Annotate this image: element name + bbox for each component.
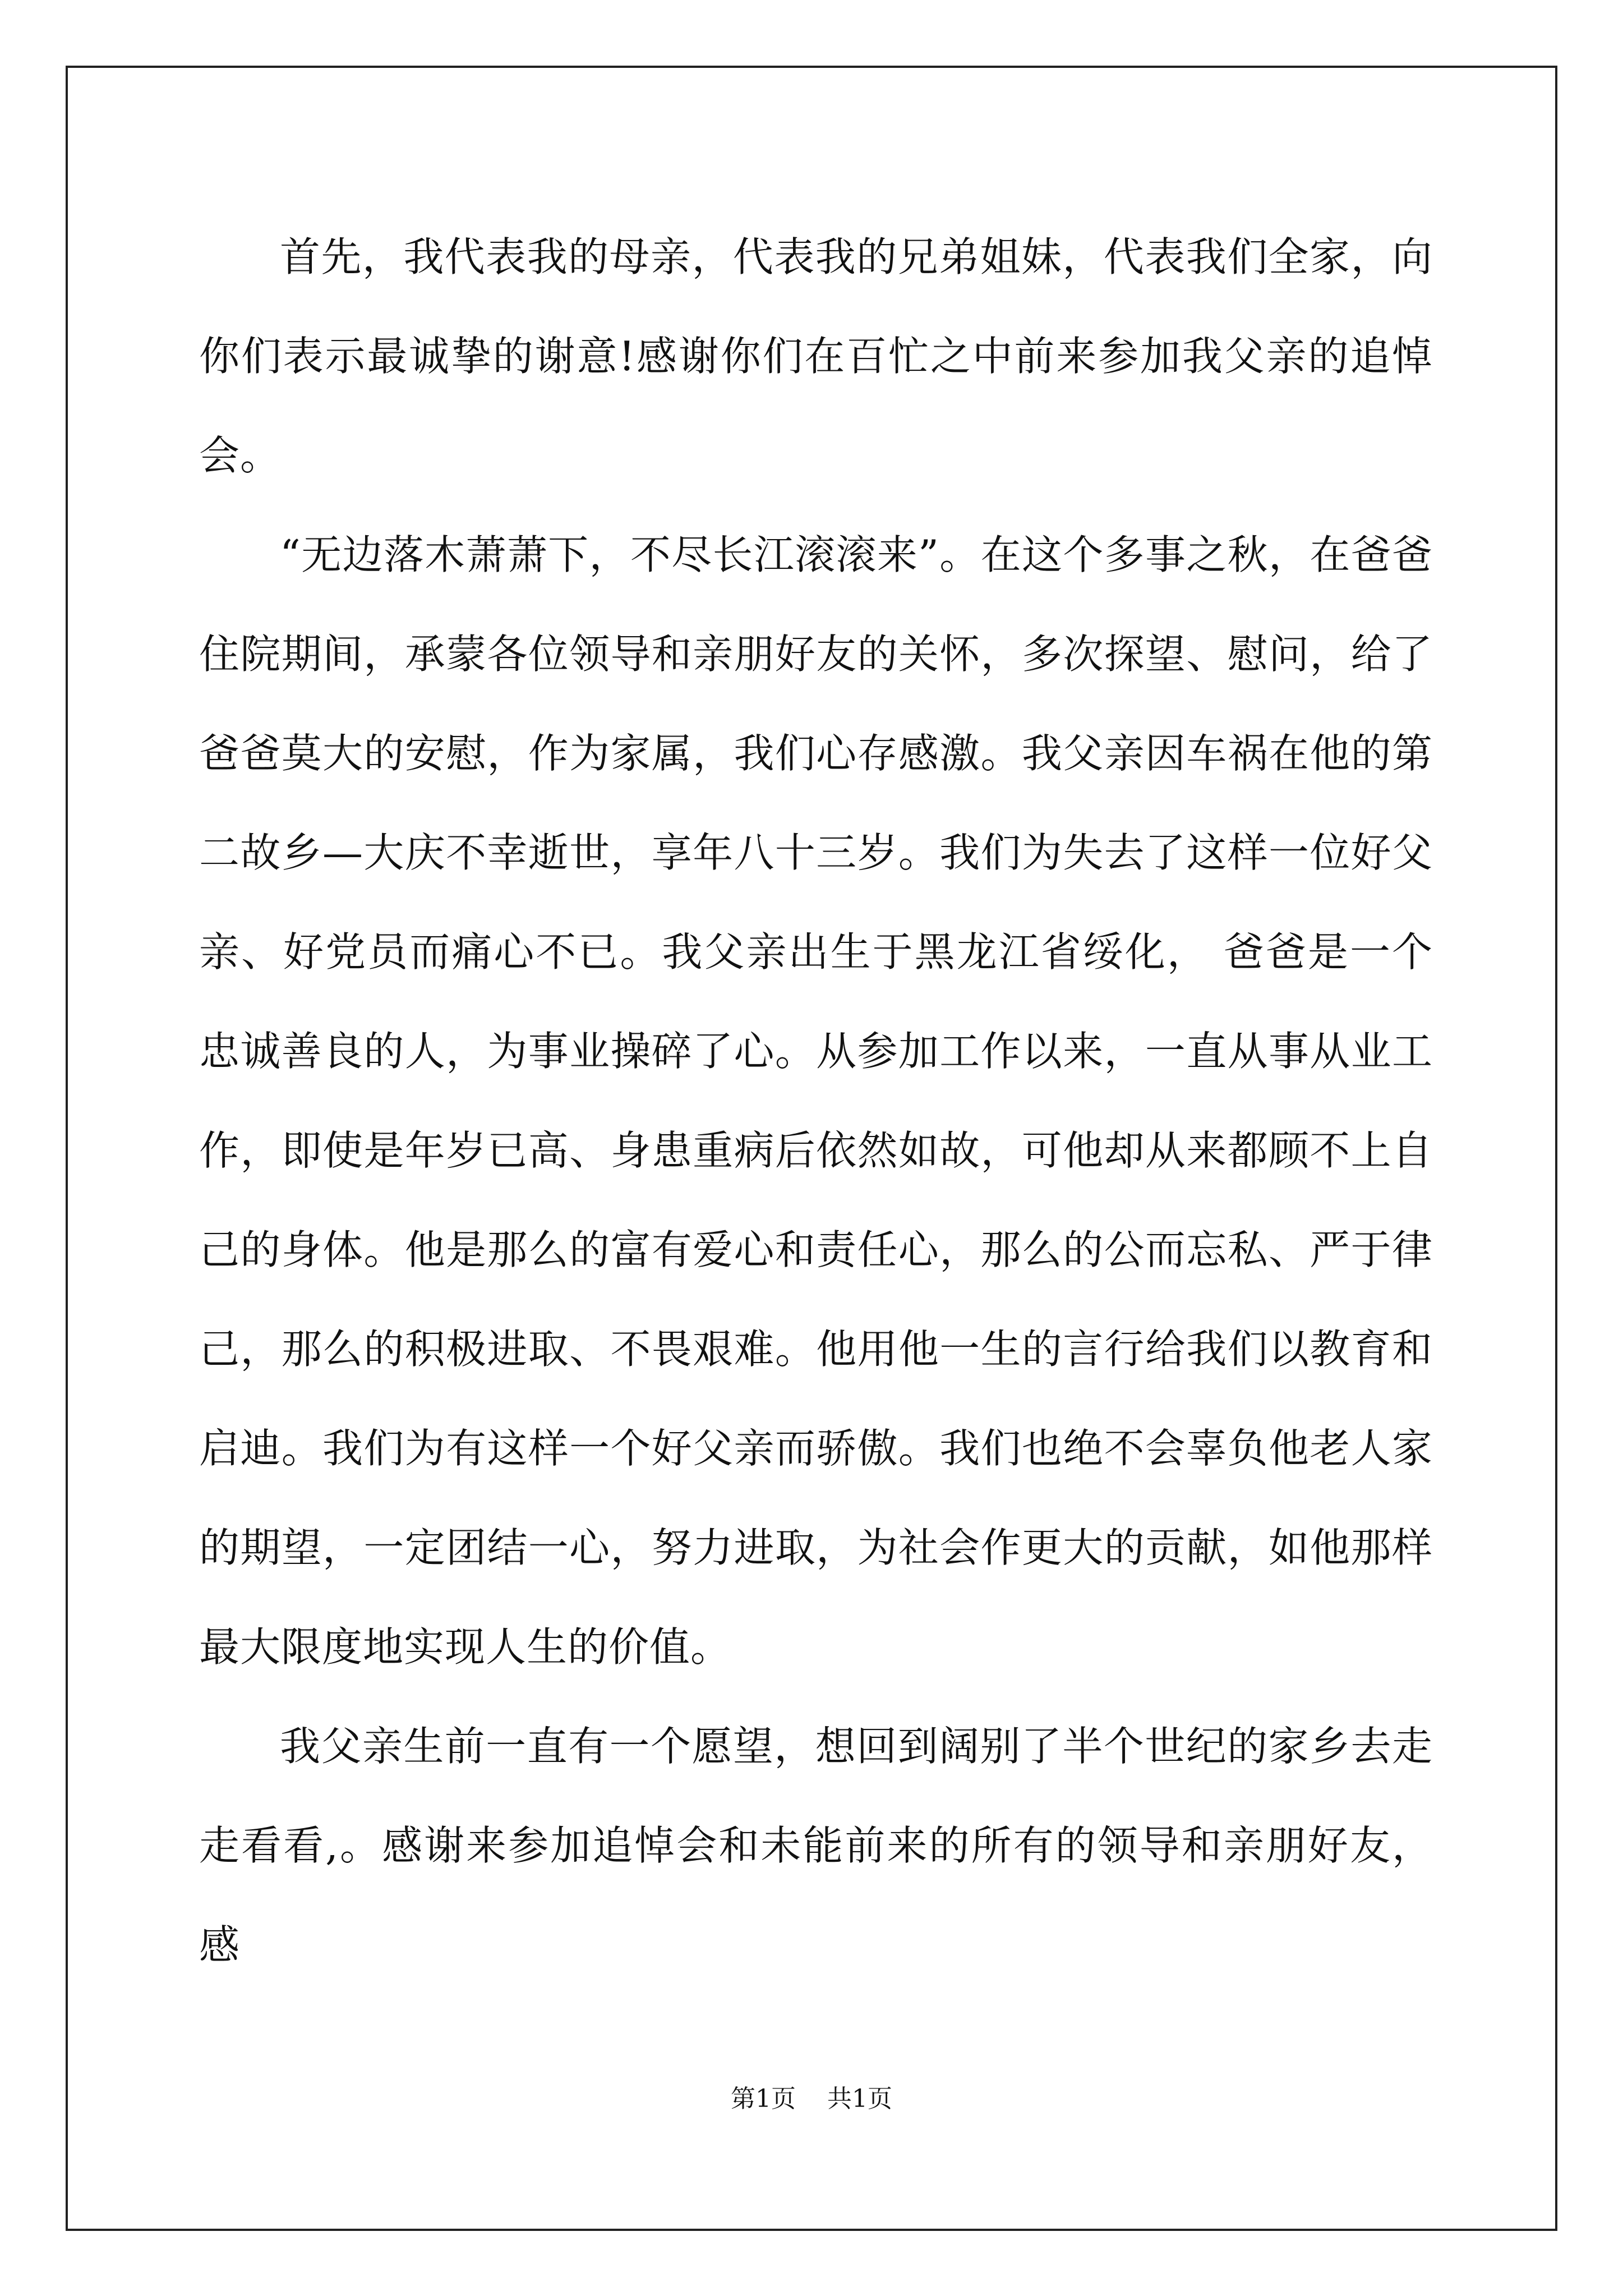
document-body: [199, 208, 1433, 1995]
page-number-total: 共1页: [827, 2085, 892, 2113]
paragraph: “无边落木萧萧下，不尽长江滚滚来”。在这个多事之秋，在爸爸住院期间，承蒙各位领导和亲朋好友的关怀，多次探望、慰问，给了爸爸莫大的安慰，作为家属，我们心存感激。我父亲因车祸在他的第二故乡—大庆不幸逝世，享年八十三岁。我们为失去了这样一位好父亲、好党员而痛心不已。我父亲出生于黑龙江省绥化， 爸爸是一个忠诚善良的人，为事业操碎了心。从参加工作以来，一直从事从业工作，即使是年岁已高、身患重病后依然如故，可他却从来都顾不上自己的身体。他是那么的富有爱心和责任心，那么的公而忘私、严于律己，那么的积极进取、不畏艰难。他用他一生的言行给我们以教育和启迪。我们为有这样一个好父亲而骄傲。我们也绝不会辜负他老人家的期望，一定团结一心，努力进取，为社会作更大的贡献，如他那样最大限度地实现人生的价值。: [199, 531, 1433, 1671]
paragraph: 我父亲生前一直有一个愿望，想回到阔别了半个世纪的家乡去走走看看,。感谢来参加追悼会和未能前来的所有的领导和亲朋好友，感: [199, 1723, 1433, 1968]
paragraph: 首先，我代表我的母亲，代表我的兄弟姐妹，代表我们全家，向你们表示最诚挚的谢意!感谢你们在百忙之中前来参加我父亲的追悼会。: [199, 233, 1433, 479]
page-number-current: 第1页: [731, 2085, 796, 2113]
page-footer: [0, 2082, 1623, 2116]
